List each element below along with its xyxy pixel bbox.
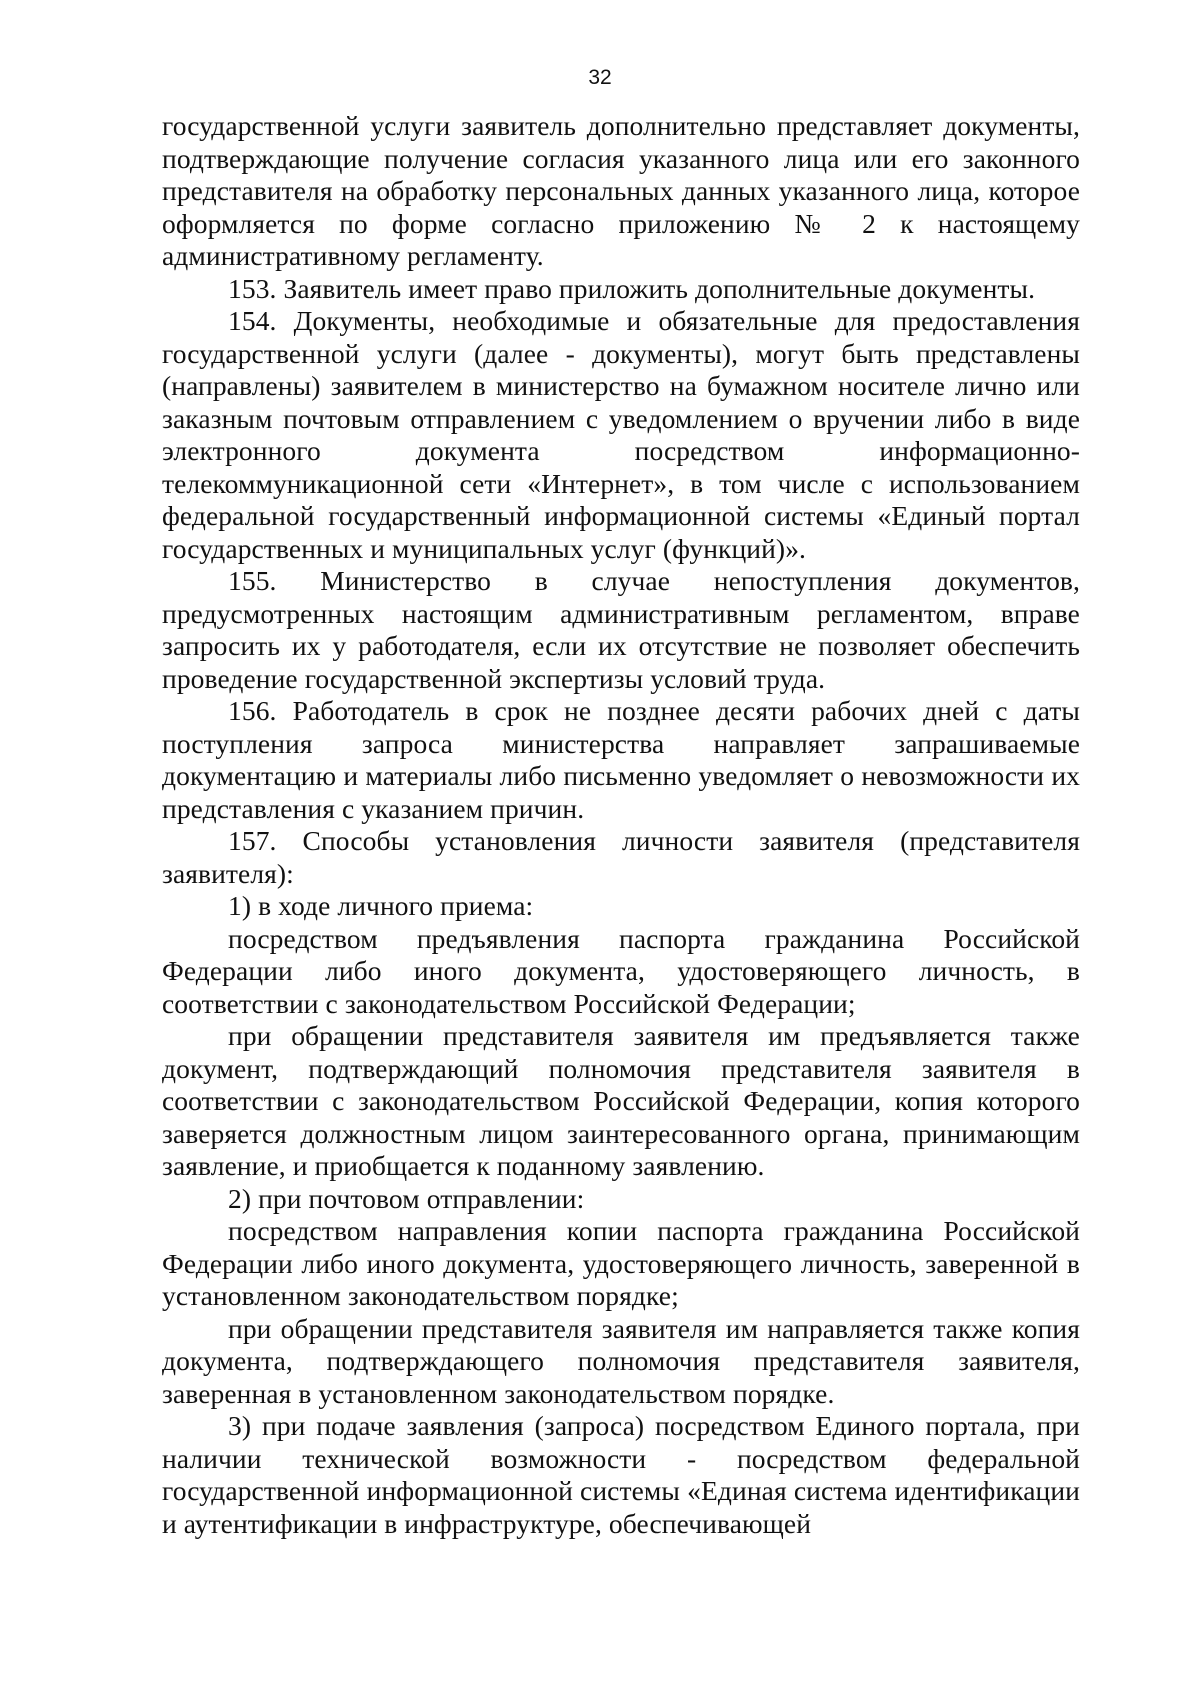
list-item-1: 1) в ходе личного приема:	[228, 890, 534, 921]
page-number: 32	[588, 66, 612, 89]
list-item-2-sub-a: посредством направления копии паспорта гражданина Российской Федерации либо иного документа, удостоверяющего личность, заверенной в установленном законодательством порядке;	[162, 1215, 1080, 1311]
list-item-1-sub-b: при обращении представителя заявителя им предъявляется также документ, подтверждающий полномочия представителя заявителя в соответствии с законодательством Российской Федерации, копия которого заверяется должностным лицом заинтересованного органа, принимающим заявление, и приобщается к поданному заявлению.	[162, 1020, 1080, 1181]
paragraph-156: 156. Работодатель в срок не позднее десяти рабочих дней с даты поступления запроса министерства направляет запрашиваемые документацию и материалы либо письменно уведомляет о невозможности их представления с указанием причин.	[162, 695, 1080, 824]
paragraph-continuation: государственной услуги заявитель дополнительно представляет документы, подтверждающие получение согласия указанного лица или его законного представителя на обработку персональных данных указанного лица, которое оформляется по форме согласно приложению № 2 к настоящему административному регламенту.	[162, 110, 1080, 271]
list-item-3: 3) при подаче заявления (запроса) посредством Единого портала, при наличии технической возможности - посредством федеральной государственной информационной системы «Единая система идентификации и аутентификации в инфраструктуре, обеспечивающей	[162, 1410, 1080, 1539]
paragraph-154: 154. Документы, необходимые и обязательные для предоставления государственной услуги (далее - документы), могут быть представлены (направлены) заявителем в министерство на бумажном носителе лично или заказным почтовым отправлением с уведомлением о вручении либо в виде электронного документа посредством информационно-телекоммуникационной сети «Интернет», в том числе с использованием федеральной государственный информационной системы «Единый портал государственных и муниципальных услуг (функций)».	[162, 305, 1080, 564]
document-body	[162, 110, 1080, 1540]
list-item-1-sub-a: посредством предъявления паспорта гражданина Российской Федерации либо иного документа, удостоверяющего личность, в соответствии с законодательством Российской Федерации;	[162, 922, 1080, 1019]
paragraph-155: 155. Министерство в случае непоступления документов, предусмотренных настоящим административным регламентом, вправе запросить их у работодателя, если их отсутствие не позволяет обеспечить проведение государственной экспертизы условий труда.	[162, 565, 1080, 694]
paragraph-153: 153. Заявитель имеет право приложить дополнительные документы.	[228, 272, 1036, 304]
paragraph-157: 157. Способы установления личности заявителя (представителя заявителя):	[162, 825, 1080, 889]
list-item-2-sub-b: при обращении представителя заявителя им направляется также копия документа, подтверждающего полномочия представителя заявителя, заверенная в установленном законодательством порядке.	[162, 1312, 1080, 1409]
list-item-2: 2) при почтовом отправлении:	[228, 1182, 585, 1214]
